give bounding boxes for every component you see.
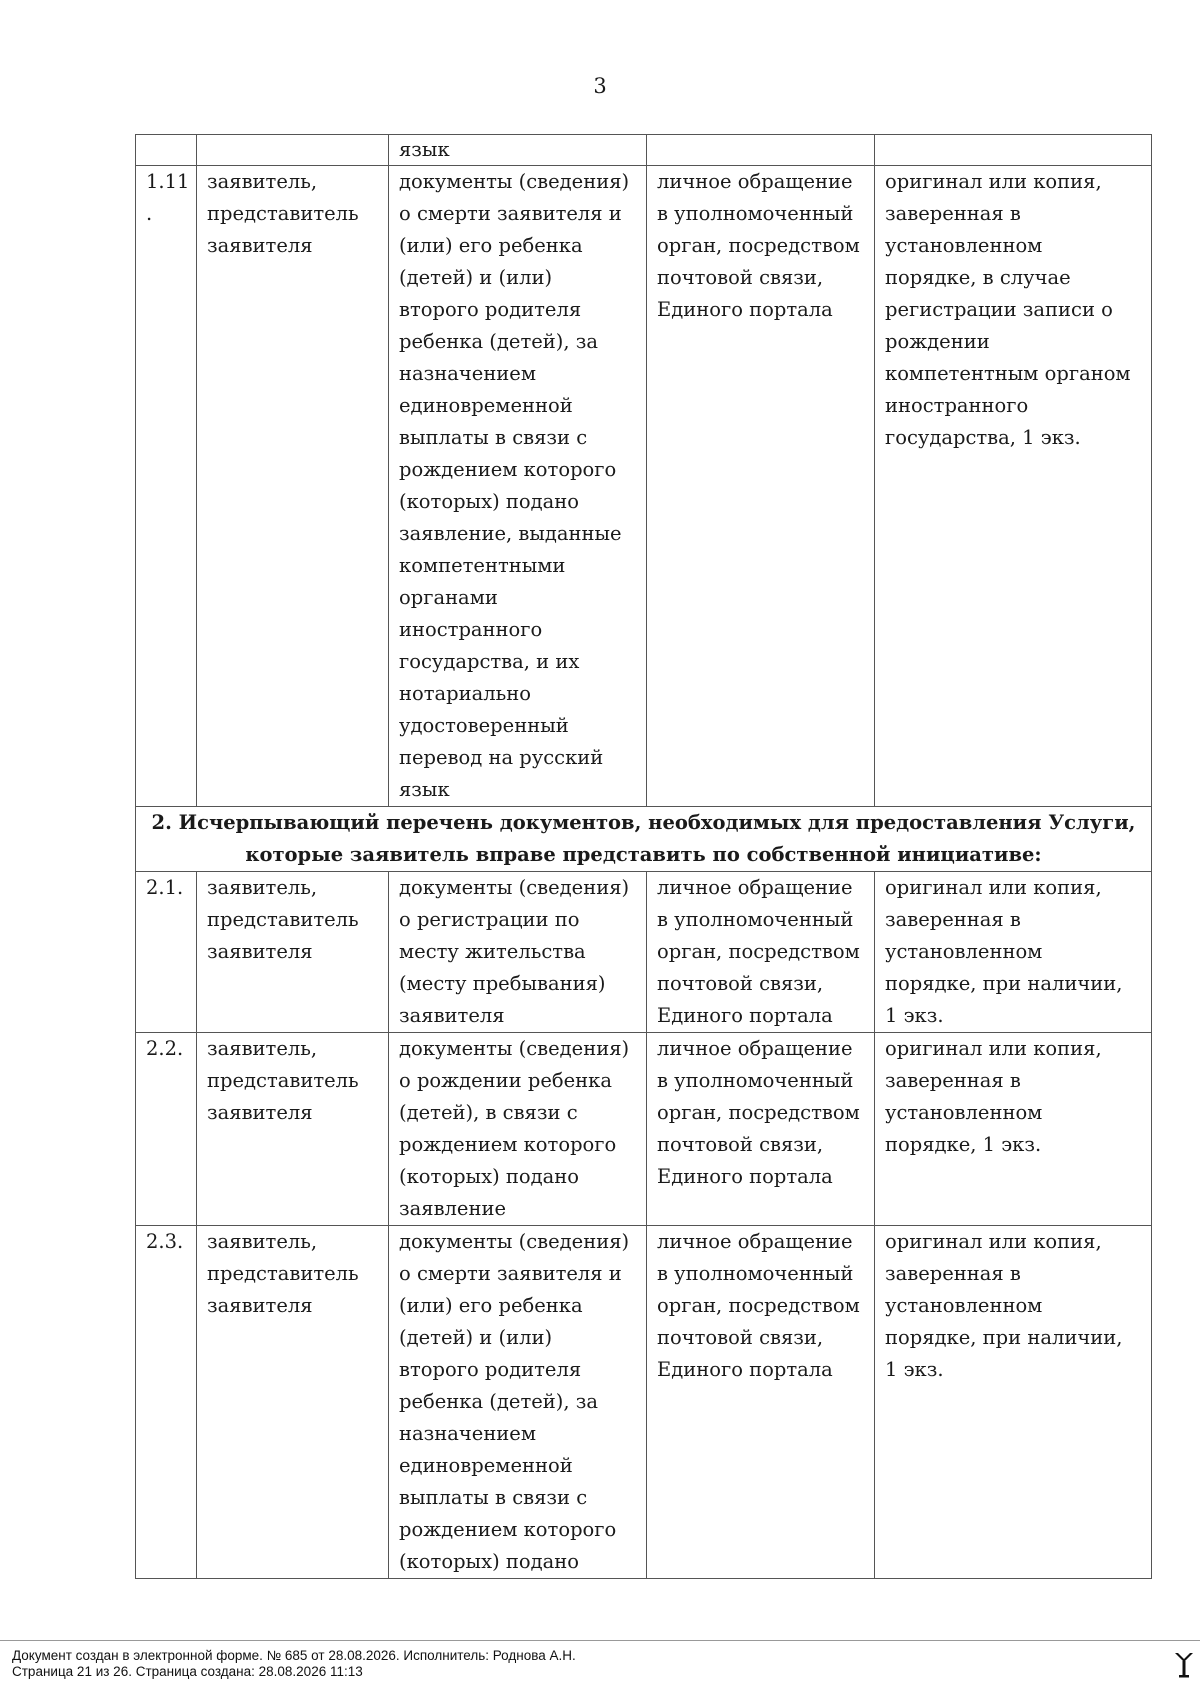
cell-method [647, 135, 875, 166]
cell-method: личное обращение в уполномоченный орган, посредством почтовой связи, Единого портала [647, 1033, 875, 1226]
table-row-2-3 [136, 1226, 1152, 1579]
cell-applicant: заявитель, представитель заявителя [197, 1033, 389, 1226]
footer-line-2: Страница 21 из 26. Страница создана: 28.08.2026 11:13 [12, 1663, 363, 1679]
cell-number: 2.1. [136, 872, 197, 1033]
cell-documents: документы (сведения) о регистрации по месту жительства (месту пребывания) заявителя [389, 872, 647, 1033]
section-2-heading: 2. Исчерпывающий перечень документов, необходимых для предоставления Услуги, которые заявитель вправе представить по собственной инициативе: [136, 807, 1152, 872]
cell-documents: документы (сведения) о смерти заявителя и (или) его ребенка (детей) и (или) второго родителя ребенка (детей), за назначением единовременной выплаты в связи с рождением которого (которых) подано заявление, выданные компетентными органами иностранного государства, и их нотариально удостоверенный перевод на русский язык [389, 166, 647, 807]
cell-applicant: заявитель, представитель заявителя [197, 166, 389, 807]
table-row-continuation [136, 135, 1152, 166]
section-heading-row [136, 807, 1152, 872]
page-number: 3 [593, 74, 607, 98]
table-row-2-2 [136, 1033, 1152, 1226]
cell-number: 1.11 . [136, 166, 197, 807]
footer-line-1: Документ создан в электронной форме. № 685 от 28.08.2026. Исполнитель: Роднова А.Н. [12, 1648, 576, 1663]
cell-documents: язык [389, 135, 647, 166]
documents-table [135, 134, 1152, 1579]
cell-method: личное обращение в уполномоченный орган, посредством почтовой связи, Единого портала [647, 1226, 875, 1579]
cell-applicant [197, 135, 389, 166]
cell-method: личное обращение в уполномоченный орган, посредством почтовой связи, Единого портала [647, 872, 875, 1033]
emblem-icon [1173, 1649, 1195, 1679]
footer [12, 1648, 576, 1679]
cell-form: оригинал или копия, заверенная в установленном порядке, при наличии, 1 экз. [875, 872, 1152, 1033]
cell-number: 2.2. [136, 1033, 197, 1226]
cell-documents: документы (сведения) о рождении ребенка (детей), в связи с рождением которого (которых) подано заявление [389, 1033, 647, 1226]
cell-applicant: заявитель, представитель заявителя [197, 1226, 389, 1579]
cell-form [875, 135, 1152, 166]
table-row-2-1 [136, 872, 1152, 1033]
cell-method: личное обращение в уполномоченный орган, посредством почтовой связи, Единого портала [647, 166, 875, 807]
cell-documents: документы (сведения) о смерти заявителя и (или) его ребенка (детей) и (или) второго родителя ребенка (детей), за назначением единовременной выплаты в связи с рождением которого (которых) подано [389, 1226, 647, 1579]
cell-number [136, 135, 197, 166]
table-row-1-11 [136, 166, 1152, 807]
footer-divider [0, 1640, 1200, 1641]
cell-form: оригинал или копия, заверенная в установленном порядке, в случае регистрации записи о рождении компетентным органом иностранного государства, 1 экз. [875, 166, 1152, 807]
cell-form: оригинал или копия, заверенная в установленном порядке, при наличии, 1 экз. [875, 1226, 1152, 1579]
cell-number: 2.3. [136, 1226, 197, 1579]
cell-applicant: заявитель, представитель заявителя [197, 872, 389, 1033]
cell-form: оригинал или копия, заверенная в установленном порядке, 1 экз. [875, 1033, 1152, 1226]
